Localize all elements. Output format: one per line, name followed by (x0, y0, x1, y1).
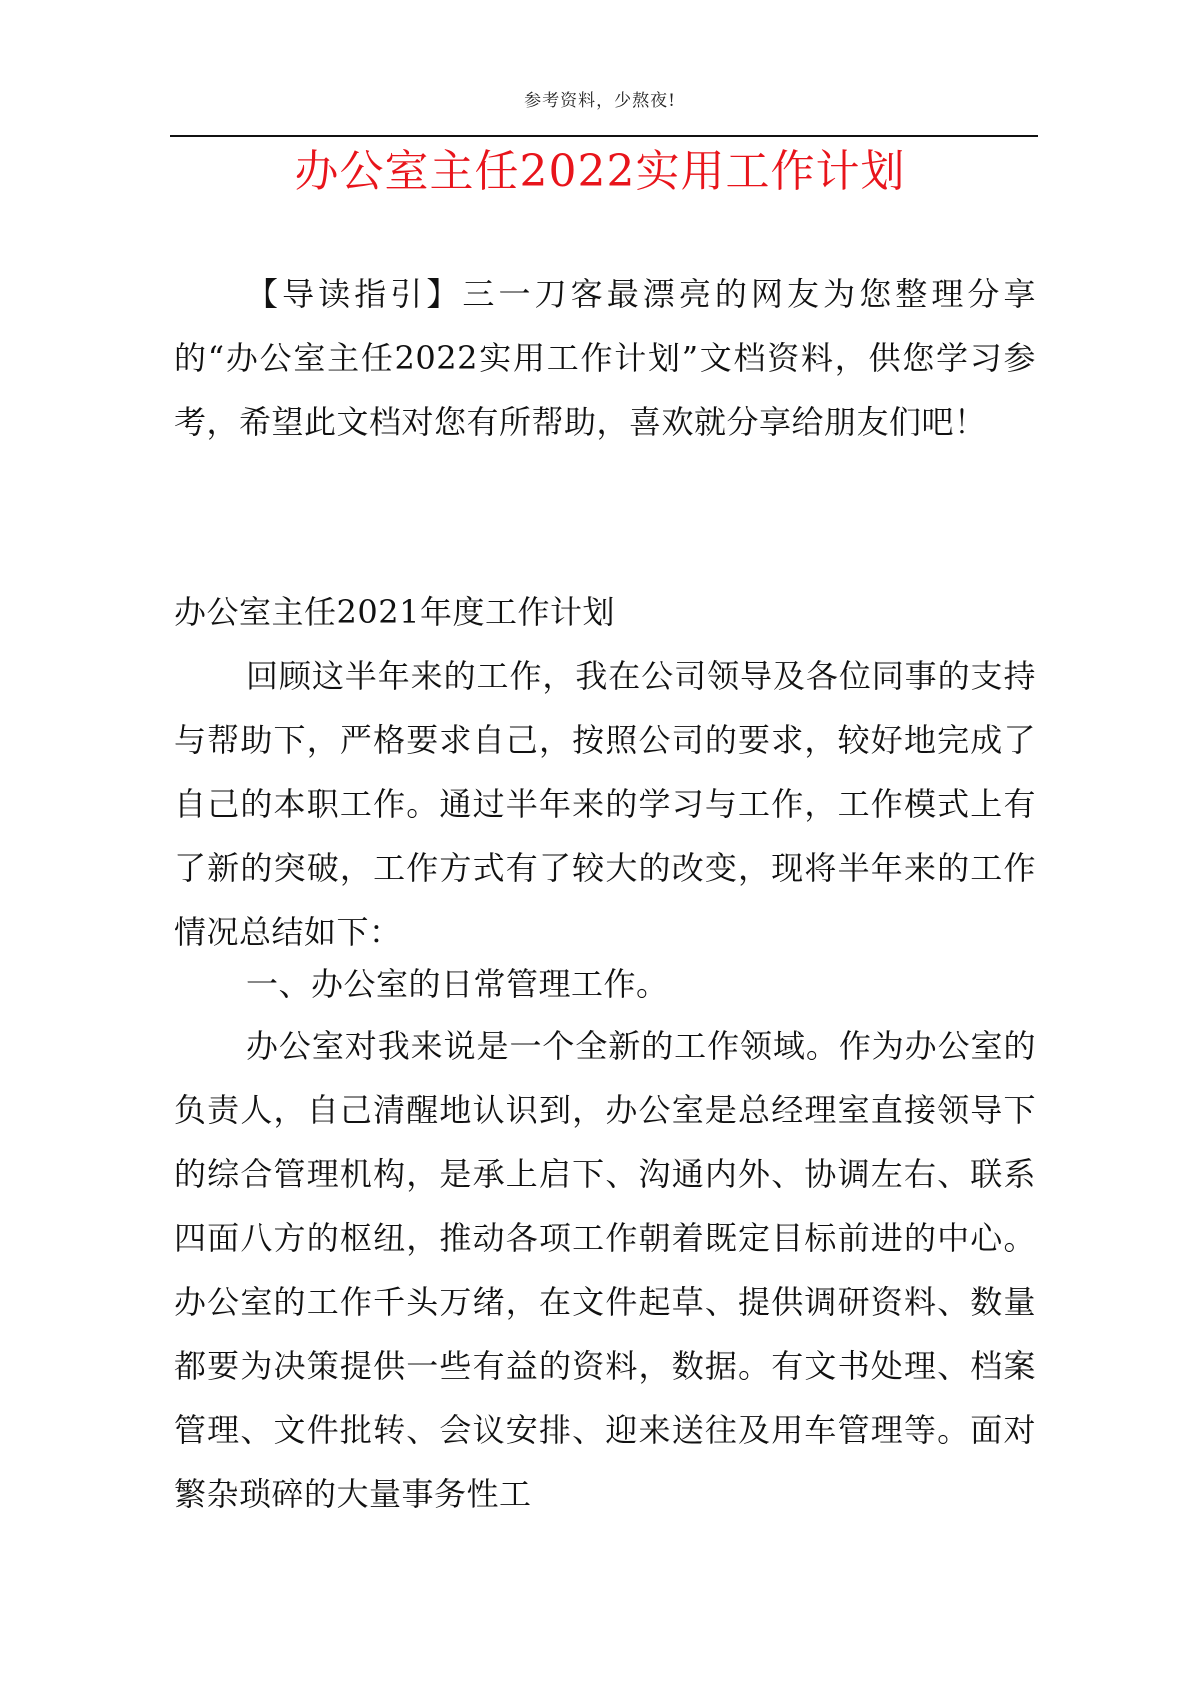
section-heading: 办公室主任2021年度工作计划 (174, 593, 615, 631)
document-title: 办公室主任2022实用工作计划 (294, 146, 906, 197)
header-note: 参考资料，少熬夜! (524, 91, 676, 111)
body-paragraph: 回顾这半年来的工作，我在公司领导及各位同事的支持与帮助下，严格要求自己，按照公司的要求，较好地完成了自己的本职工作。通过半年来的学习与工作，工作模式上有了新的突破，工作方式有了较大的改变，现将半年来的工作情况总结如下： (174, 657, 1036, 951)
subsection-heading: 一、办公室的日常管理工作。 (246, 965, 669, 1003)
body-paragraph: 办公室对我来说是一个全新的工作领域。作为办公室的负责人，自己清醒地认识到，办公室是总经理室直接领导下的综合管理机构，是承上启下、沟通内外、协调左右、联系四面八方的枢纽，推动各项工作朝着既定目标前进的中心。办公室的工作千头万绪，在文件起草、提供调研资料、数量都要为决策提供一些有益的资料，数据。有文书处理、档案管理、文件批转、会议安排、迎来送往及用车管理等。面对繁杂琐碎的大量事务性工 (174, 1027, 1036, 1513)
header-divider (170, 135, 1038, 137)
intro-paragraph: 【导读指引】三一刀客最漂亮的网友为您整理分享的“办公室主任2022实用工作计划”文档资料，供您学习参考，希望此文档对您有所帮助，喜欢就分享给朋友们吧！ (174, 275, 1036, 441)
